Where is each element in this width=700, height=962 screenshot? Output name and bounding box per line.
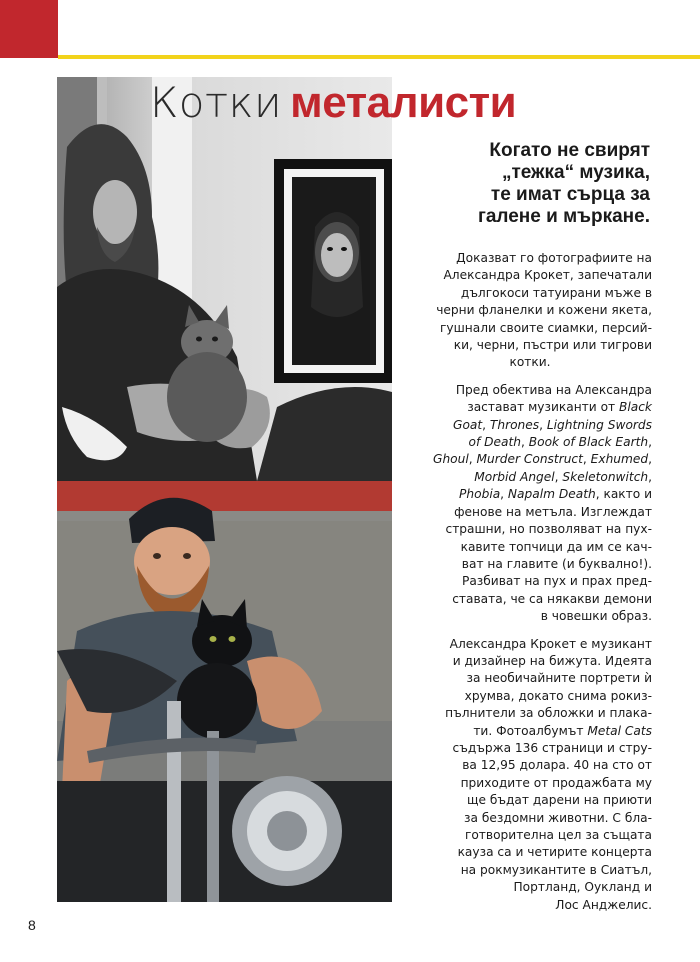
body-line: готворителна цел за същата [464,828,652,842]
photo-biker-with-black-cat [57,481,392,902]
body-line: на рокмузикантите в Сиатъл, [460,862,652,877]
body-line: гушнали своите сиамки, персий- [440,320,652,335]
photo-bottom-illustration [57,481,392,902]
lead-line: те имат сърца за [490,184,650,205]
lead-line: галене и мъркане. [477,206,650,227]
body-line: за бездомни животни. С бла- [464,810,652,825]
header-yellow-rule [58,55,700,59]
body-line: Goat, Thrones, Lightning Swords [453,417,652,432]
body-line: фенове на метъла. Изглеждат [454,504,652,519]
body-line: Александра Крокет, запечатали [443,268,652,283]
title-part-bold: металисти [290,78,517,127]
title-part-light: Котки [150,78,283,127]
body-line: и дизайнер на бижута. Идеята [452,653,652,668]
body-line: Александра Крокет е музикант [449,636,652,651]
header-red-block [0,0,58,58]
body-line: ват на главите (и буквално!). [461,556,652,571]
paragraph-1 [408,250,652,372]
body-line: страшни, но позволяват на пух- [445,522,652,537]
lead-text [380,140,650,228]
body-line: хрумва, докато снима рокиз- [464,688,652,703]
body-line: Ghoul, Murder Construct, Exhumed, [433,452,652,467]
page-title [150,78,516,138]
body-line: ки, черни, пъстри или тигрови [453,338,652,353]
body-line: пълнители за обложки и плака- [445,706,652,721]
body-line: котки. [509,355,551,370]
body-line: съдържа 136 страници и стру- [452,740,652,755]
page-number: 8 [28,917,36,933]
body-line: Пред обектива на Александра [455,382,652,397]
body-line: Разбиват на пух и прах пред- [461,574,652,589]
body-line: Morbid Angel, Skeletonwitch, [474,469,652,484]
body-line: в човешки образ. [540,609,652,624]
body-line: Лос Анджелис. [555,897,652,912]
body-line: дългокоси татуирани мъже в [460,285,652,300]
body-line: Доказват го фотографиите на [456,251,652,265]
article-body [408,250,652,924]
body-line: ставата, че са някакви демони [452,591,652,606]
body-line: ва 12,95 долара. 40 на сто от [462,758,652,773]
body-line: кавите топчици да им се кач- [460,539,652,554]
lead-line: „тежка“ музика, [501,162,650,183]
body-line: Портланд, Оукланд и [513,880,652,895]
paragraph-3 [408,636,652,915]
body-line: ще бъдат дарени на приюти [467,793,652,808]
body-line: черни фланелки и кожени якета, [436,303,652,318]
body-line: за необичайните портрети ѝ [466,671,652,686]
paragraph-2 [408,382,652,626]
body-line: приходите от продажбата му [460,775,652,790]
body-line: ти. Фотоалбумът Metal Cats [473,723,652,738]
body-line: застават музиканти от Black [467,400,652,415]
body-line: кауза са и четирите концерта [457,845,652,860]
lead-line: Когато не свирят [489,140,650,161]
body-line: Phobia, Napalm Death, както и [459,487,652,502]
body-line: of Death, Book of Black Earth, [468,435,652,450]
